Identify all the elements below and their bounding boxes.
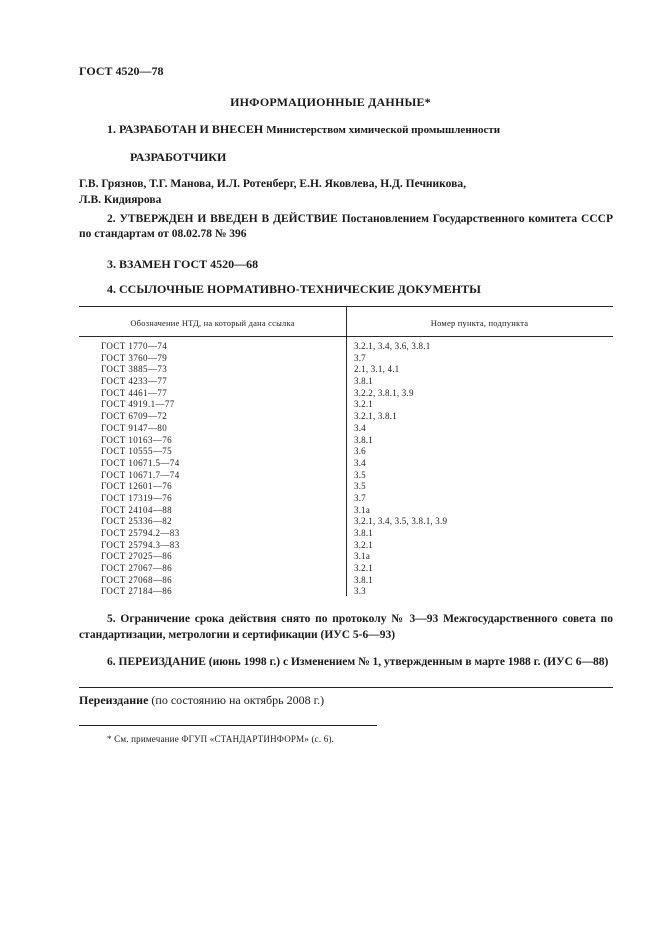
reissue-text: (по состоянию на октябрь 2008 г.): [151, 693, 325, 707]
table-cell-designation: ГОСТ 27068—86: [101, 574, 173, 585]
footnote-rule: [79, 725, 377, 726]
table-cell-clause: 3.2.1, 3.8.1: [354, 411, 397, 422]
table-cell-clause: 3.8.1: [354, 376, 373, 387]
table-row: [79, 563, 613, 575]
table-cell-clause: 3.3: [354, 586, 366, 597]
table-row: [79, 528, 613, 540]
table-cell-designation: ГОСТ 10163—76: [101, 434, 173, 445]
reissue-label: Переиздание: [79, 693, 149, 707]
table-row: [79, 399, 613, 411]
table-cell-clause: 3.2.1: [354, 539, 373, 550]
table-cell-designation: ГОСТ 27184—86: [101, 586, 173, 597]
reissue-note: [79, 693, 324, 708]
page-title: ИНФОРМАЦИОННЫЕ ДАННЫЕ*: [230, 95, 431, 109]
table-row: [79, 411, 613, 423]
table-row: [79, 446, 613, 458]
table-row: [79, 516, 613, 528]
table-cell-designation: ГОСТ 24104—88: [101, 504, 173, 515]
table-cell-clause: 3.8.1: [354, 434, 373, 445]
table-cell-clause: 3.7: [354, 352, 366, 363]
table-cell-clause: 3.6: [354, 446, 366, 457]
table-cell-designation: ГОСТ 10671.5—74: [101, 457, 180, 468]
section-2: 2. УТВЕРЖДЕН И ВВЕДЕН В ДЕЙСТВИЕ Постановлением Государственного комитета СССР по стандартам от 08.02.78 № 396: [79, 213, 613, 240]
table-row: [79, 364, 613, 376]
table-cell-clause: 3.8.1: [354, 574, 373, 585]
table-cell-designation: ГОСТ 25794.2—83: [101, 528, 180, 538]
table-row: [79, 376, 613, 388]
document-code: ГОСТ 4520—78: [79, 64, 164, 78]
developers-heading: РАЗРАБОТЧИКИ: [130, 150, 227, 164]
table-row: [79, 388, 613, 400]
table-cell-clause: 3.5: [354, 481, 366, 492]
table-cell-designation: ГОСТ 4233—77: [101, 376, 168, 387]
table-cell-designation: ГОСТ 12601—76: [101, 481, 173, 492]
table-cell-clause: 3.2.1: [354, 399, 373, 410]
table-cell-designation: ГОСТ 4461—77: [101, 387, 168, 398]
section-5: 5. Ограничение срока действия снято по протоколу № 3—93 Межгосударственного совета по стандартизации, метрологии и сертификации (ИУС 5-6—93): [79, 613, 613, 641]
table-cell-designation: ГОСТ 3885—73: [101, 364, 168, 375]
developers-names-line-2: Л.В. Кидиярова: [79, 194, 162, 206]
table-cell-designation: ГОСТ 25794.3—83: [101, 539, 180, 550]
section-3: 3. ВЗАМЕН ГОСТ 4520—68: [107, 257, 259, 271]
section-1: [107, 122, 500, 138]
table-cell-clause: 3.5: [354, 469, 366, 480]
table-cell-clause: 3.8.1: [354, 528, 373, 538]
table-cell-designation: ГОСТ 10555—75: [101, 446, 173, 457]
table-cell-clause: 3.2.2, 3.8.1, 3.9: [354, 387, 414, 398]
table-row: [79, 353, 613, 365]
table-row: [79, 470, 613, 482]
table-header-designation: Обозначение НТД, на который дана ссылка: [130, 318, 295, 328]
table-row: [79, 540, 613, 552]
table-cell-designation: ГОСТ 1770—74: [101, 341, 168, 351]
table-cell-designation: ГОСТ 4919.1—77: [101, 399, 175, 410]
table-cell-designation: ГОСТ 9147—80: [101, 422, 168, 433]
table-row: [79, 435, 613, 447]
developers-names: [79, 176, 613, 208]
section-1-text: Министерством химической промышленности: [266, 124, 501, 136]
table-cell-designation: ГОСТ 17319—76: [101, 492, 173, 503]
table-row: [79, 341, 613, 353]
table-cell-designation: ГОСТ 27067—86: [101, 563, 173, 574]
table-header-clause: Номер пункта, подпункта: [430, 318, 529, 328]
table-cell-designation: ГОСТ 27025—86: [101, 551, 173, 562]
table-row: [79, 493, 613, 505]
table-cell-clause: 3.1а: [354, 504, 371, 515]
table-cell-clause: 3.1а: [354, 551, 371, 562]
table-cell-designation: ГОСТ 10671.7—74: [101, 469, 180, 480]
table-row: [79, 575, 613, 587]
section-6: 6. ПЕРЕИЗДАНИЕ (июнь 1998 г.) с Изменением № 1, утвержденным в марте 1988 г. (ИУС 6—88): [107, 656, 609, 668]
table-row: [79, 481, 613, 493]
developers-names-line-1: Г.В. Грязнов, Т.Г. Манова, И.Л. Ротенберг, Е.Н. Яковлева, Н.Д. Печникова,: [79, 178, 466, 190]
table-cell-designation: ГОСТ 25336—82: [101, 516, 173, 527]
table-cell-clause: 2.1, 3.1, 4.1: [354, 364, 400, 375]
footnote: * См. примечание ФГУП «СТАНДАРТИНФОРМ» (с. 6).: [107, 734, 335, 744]
table-cell-clause: 3.4: [354, 457, 366, 468]
table-row: [79, 586, 613, 598]
table-row: [79, 458, 613, 470]
table-row: [79, 505, 613, 517]
divider-rule: [79, 687, 613, 688]
table-cell-designation: ГОСТ 3760—79: [101, 352, 168, 363]
table-cell-clause: 3.2.1, 3.4, 3.6, 3.8.1: [354, 341, 431, 351]
table-cell-designation: ГОСТ 6709—72: [101, 411, 168, 422]
section-4: 4. ССЫЛОЧНЫЕ НОРМАТИВНО-ТЕХНИЧЕСКИЕ ДОКУМЕНТЫ: [107, 282, 481, 296]
table-cell-clause: 3.2.1, 3.4, 3.5, 3.8.1, 3.9: [354, 516, 448, 527]
table-cell-clause: 3.2.1: [354, 563, 373, 574]
table-row: [79, 551, 613, 563]
table-row: [79, 423, 613, 435]
table-cell-clause: 3.4: [354, 422, 366, 433]
table-cell-clause: 3.7: [354, 492, 366, 503]
table-body: [79, 341, 613, 598]
section-1-label: 1. РАЗРАБОТАН И ВНЕСЕН: [107, 122, 264, 136]
